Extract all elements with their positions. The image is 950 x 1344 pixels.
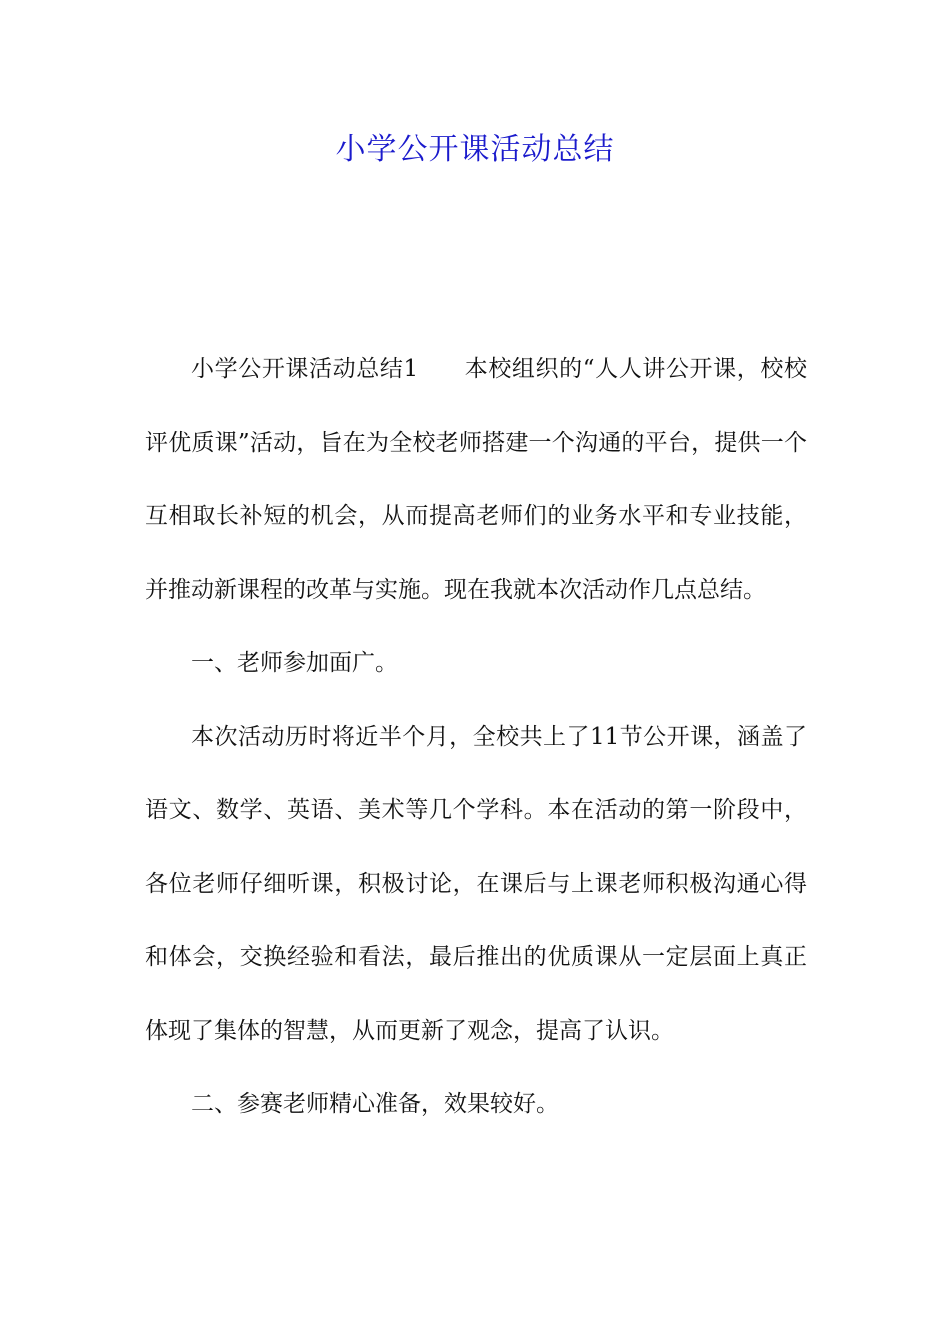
- summary-heading: 小学公开课活动总结1: [191, 356, 419, 382]
- section-heading-1: 一、老师参加面广。: [191, 650, 398, 676]
- document-title: 小学公开课活动总结: [335, 132, 615, 167]
- paragraph-intro: [145, 333, 807, 627]
- document-body: [145, 333, 807, 1142]
- paragraph-text: 本校组织的“人人讲公开课，校校评优质课”活动，旨在为全校老师搭建一个沟通的平台，提供一个互相取长补短的机会，从而提高老师们的业务水平和专业技能，并推动新课程的改革与实施。现在我就本次活动作几点总结。: [145, 356, 807, 603]
- paragraph-section-1: 本次活动历时将近半个月，全校共上了11节公开课，涵盖了语文、数学、英语、美术等几个学科。本在活动的第一阶段中，各位老师仔细听课，积极讨论，在课后与上课老师积极沟通心得和体会，交换经验和看法，最后推出的优质课从一定层面上真正体现了集体的智慧，从而更新了观念，提高了认识。: [145, 723, 807, 1044]
- section-heading-2: 二、参赛老师精心准备，效果较好。: [191, 1091, 559, 1117]
